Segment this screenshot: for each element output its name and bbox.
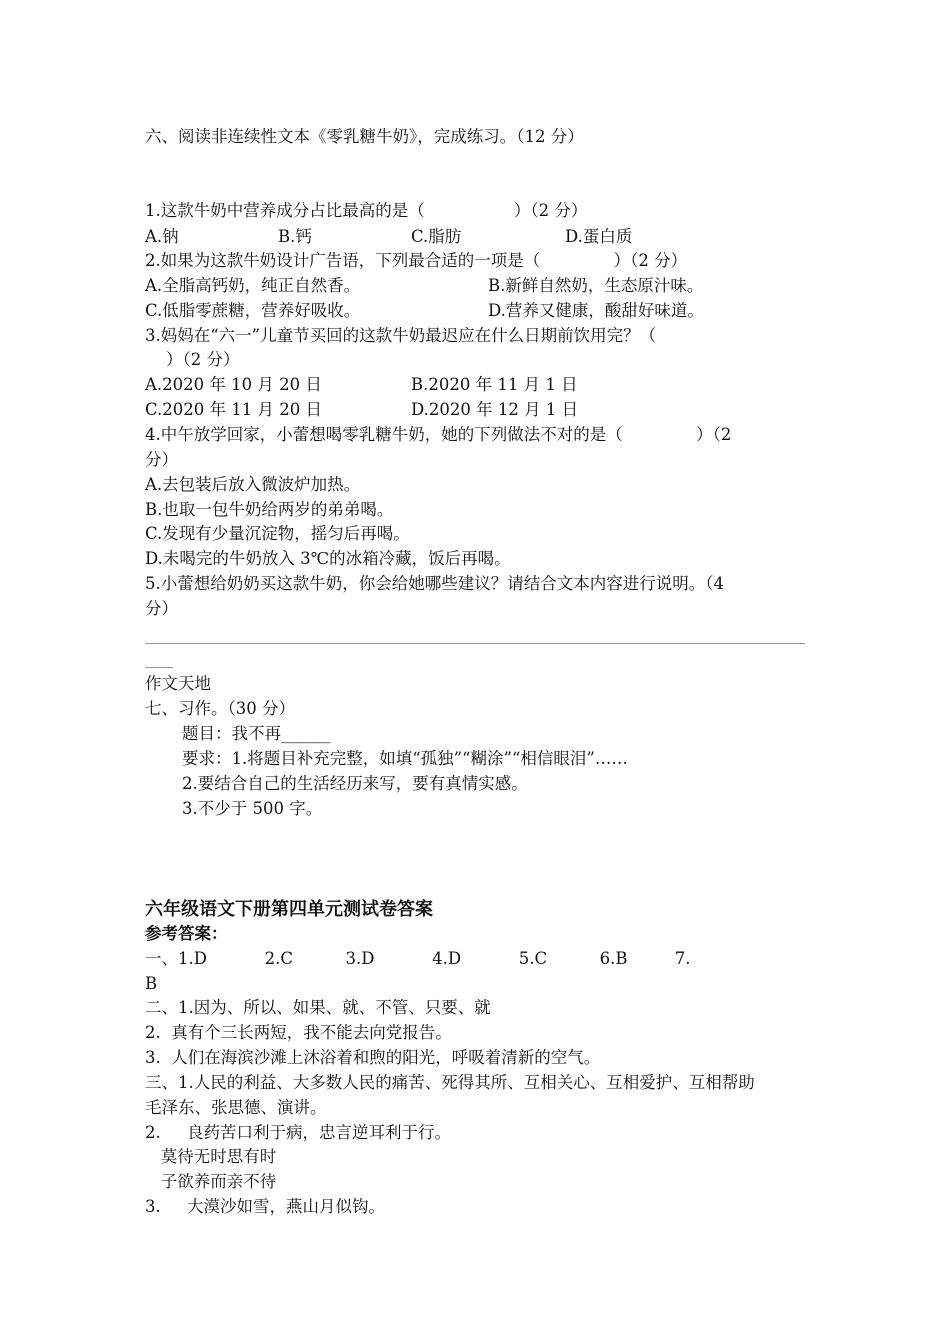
section6-heading: 六、阅读非连续性文本《零乳糖牛奶》，完成练习。（12 分）: [145, 127, 584, 146]
section7-heading: 七、习作。（30 分）: [145, 699, 295, 718]
answer-section-2-3: 3. 人们在海滨沙滩上沐浴着和煦的阳光，呼吸着清新的空气。: [145, 1048, 601, 1067]
q4-option-a: A.去包装后放入微波炉加热。: [145, 475, 361, 494]
q3-option-c: C.2020 年 11 月 20 日: [145, 400, 322, 419]
answer-section-1: 一、1.D 2.C 3.D 4.D 5.C 6.B 7.: [145, 949, 691, 968]
q2-option-b: B.新鲜自然奶，生态原汁味。: [488, 276, 704, 295]
answer-section-3-2-line3: 子欲养而亲不待: [145, 1172, 277, 1191]
answer-line: [145, 643, 805, 644]
q4-option-b: B.也取一包牛奶给两岁的弟弟喝。: [145, 500, 394, 519]
q1-option-b: B.钙: [278, 227, 312, 246]
q2-option-c: C.低脂零蔗糖，营养好吸收。: [145, 301, 361, 320]
question-4-cont: 分）: [145, 450, 178, 469]
q1-option-c: C.脂肪: [411, 227, 462, 246]
composition-label: 作文天地: [145, 674, 211, 693]
q1-option-d: D.蛋白质: [565, 227, 633, 246]
answer-section-3-2-line2: 莫待无时思有时: [145, 1147, 277, 1166]
question-3-cont: ）（2 分）: [145, 350, 240, 369]
answer-section-1-cont: B: [145, 974, 158, 993]
q2-option-a: A.全脂高钙奶，纯正自然香。: [145, 276, 361, 295]
answer-section-3-1-cont: 毛泽东、张思德、演讲。: [145, 1098, 327, 1117]
requirement-1: 要求：1.将题目补充完整，如填“孤独”“糊涂”“相信眼泪”……: [182, 749, 628, 768]
answer-section-3-2: 2. 良药苦口利于病，忠言逆耳利于行。: [145, 1123, 451, 1142]
q4-option-d: D.未喝完的牛奶放入 3℃的冰箱冷藏，饭后再喝。: [145, 549, 511, 568]
requirement-2: 2.要结合自己的生活经历来写，要有真情实感。: [182, 774, 528, 793]
q1-option-a: A.钠: [145, 227, 179, 246]
question-4: 4.中午放学回家，小蕾想喝零乳糖牛奶，她的下列做法不对的是（ ）（2: [145, 425, 732, 444]
question-2: 2.如果为这款牛奶设计广告语，下列最合适的一项是（ ）（2 分）: [145, 251, 688, 270]
q4-option-c: C.发现有少量沉淀物，摇匀后再喝。: [145, 524, 410, 543]
answer-section-3-1: 三、1.人民的利益、大多数人民的痛苦、死得其所、互相关心、互相爱护、互相帮助: [145, 1073, 755, 1092]
answer-section-2-1: 二、1.因为、所以、如果、就、不管、只要、就: [145, 998, 491, 1017]
q3-option-a: A.2020 年 10 月 20 日: [145, 375, 322, 394]
answer-line-end: [145, 667, 173, 668]
question-3: 3.妈妈在“六一”儿童节买回的这款牛奶最迟应在什么日期前饮用完？（: [145, 326, 657, 345]
q3-option-d: D.2020 年 12 月 1 日: [411, 400, 579, 419]
question-5: 5.小蕾想给奶奶买这款牛奶，你会给她哪些建议？请结合文本内容进行说明。（4: [145, 574, 724, 593]
q3-option-b: B.2020 年 11 月 1 日: [411, 375, 578, 394]
answer-section-2-2: 2. 真有个三长两短，我不能去向党报告。: [145, 1023, 452, 1042]
requirement-3: 3.不少于 500 字。: [182, 799, 323, 818]
answer-subtitle: 参考答案：: [145, 924, 228, 943]
answer-section-3-3: 3. 大漠沙如雪，燕山月似钩。: [145, 1197, 385, 1216]
composition-topic: 题目：我不再______: [182, 724, 331, 743]
question-5-cont: 分）: [145, 599, 178, 618]
q2-option-d: D.营养又健康，酸甜好味道。: [488, 301, 704, 320]
question-1: 1.这款牛奶中营养成分占比最高的是（ ）（2 分）: [145, 201, 588, 220]
answer-title: 六年级语文下册第四单元测试卷答案: [145, 899, 433, 920]
